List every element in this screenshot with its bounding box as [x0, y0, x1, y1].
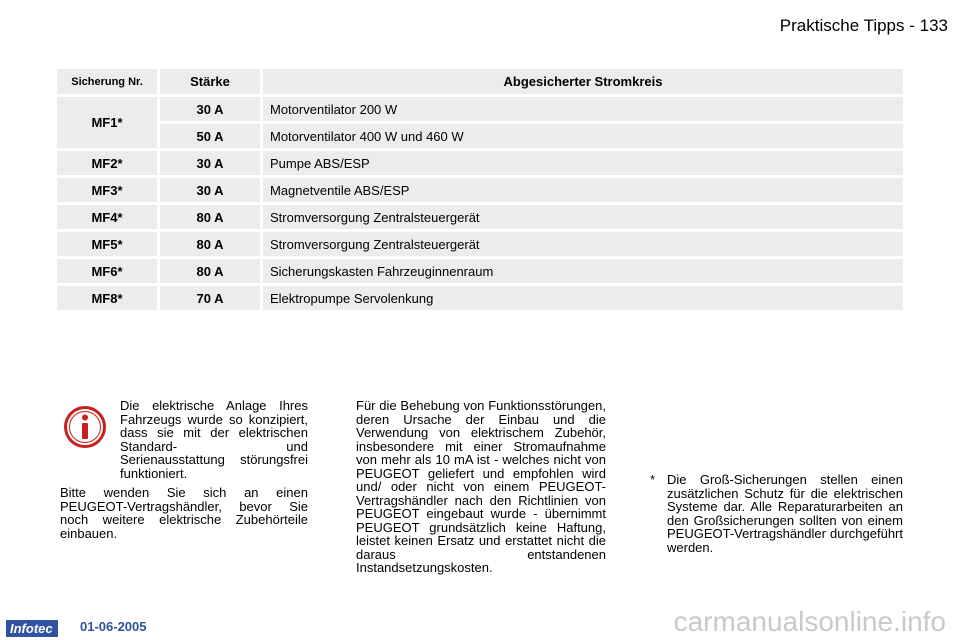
fuse-circuit: Magnetventile ABS/ESP: [263, 178, 903, 202]
fuse-id: MF2*: [57, 151, 157, 175]
fuse-id: MF1*: [57, 97, 157, 148]
info-paragraph: Bitte wenden Sie sich an einen PEUGEOT-Vertragshändler, bevor Sie noch weitere elektrische Zubehörteile einbauen.: [60, 485, 308, 541]
infotec-logo: Infotec: [6, 620, 58, 637]
fuse-id: MF5*: [57, 232, 157, 256]
table-row: [57, 97, 903, 148]
fuse-circuit: Stromversorgung Zentralsteuergerät: [263, 232, 903, 256]
fuse-table: [57, 69, 903, 313]
fuse-circuit: Pumpe ABS/ESP: [263, 151, 903, 175]
fuse-id: MF3*: [57, 178, 157, 202]
table-header-row: [57, 69, 903, 94]
fuse-circuit: Elektropumpe Servolenkung: [263, 286, 903, 310]
footnote: [650, 473, 903, 554]
footnote-text: Die Groß-Sicherungen stellen einen zusätzlichen Schutz für die elektrischen Systeme dar. Alle Reparaturarbeiten an den Großsicherungen sollten von einem PEUGEOT-Vertragshändler durchgeführt werden.: [667, 472, 903, 555]
fuse-amperage: 80 A: [160, 205, 260, 229]
fuse-id: MF6*: [57, 259, 157, 283]
liability-paragraph: Für die Behebung von Funktionsstörungen, deren Ursache der Einbau und die Verwendung von elektrischem Zubehör, insbesondere mit einer Stromaufnahme von mehr als 10 mA ist - welches nicht von PEUGEOT geliefert und empfohlen wird und/ oder nicht von einem PEUGEOT-Vertragshändler nach den Richtlinien von PEUGEOT eingebaut wurde - übernimmt PEUGEOT grundsätzlich keine Haftung, leistet keinen Ersatz und erstattet nicht die daraus entstandenen Instandsetzungskosten.: [356, 398, 606, 575]
info-paragraph: Die elektrische Anlage Ihres Fahrzeugs wurde so konzipiert, dass sie mit der elektrischen Standard- und Serienausstattung störungsfrei funktioniert.: [120, 398, 308, 481]
footer-date: 01-06-2005: [80, 619, 147, 634]
fuse-circuit: Motorventilator 400 W und 460 W: [263, 124, 903, 148]
fuse-id: MF8*: [57, 286, 157, 310]
footnote-marker: *: [650, 472, 656, 487]
table-row: [57, 178, 903, 202]
fuse-amperage: 50 A: [160, 124, 260, 148]
info-note: [60, 399, 308, 540]
fuse-id: MF4*: [57, 205, 157, 229]
fuse-amperage: 70 A: [160, 286, 260, 310]
watermark: carmanualsonline.info: [673, 606, 946, 637]
fuse-amperage: 30 A: [160, 151, 260, 175]
table-row: [57, 205, 903, 229]
table-row: [57, 151, 903, 175]
table-row: [57, 232, 903, 256]
fuse-amperage: 80 A: [160, 232, 260, 256]
fuse-amperage: 30 A: [160, 178, 260, 202]
fuse-amperage: 30 A: [160, 97, 260, 121]
column-header-circuit: Abgesicherter Stromkreis: [263, 69, 903, 94]
column-header-amperage: Stärke: [160, 69, 260, 94]
column-header-fuse: Sicherung Nr.: [57, 69, 157, 94]
page-title: Praktische Tipps - 133: [779, 16, 948, 35]
fuse-circuit: Motorventilator 200 W: [263, 97, 903, 121]
table-row: [57, 286, 903, 310]
fuse-amperage: 80 A: [160, 259, 260, 283]
fuse-circuit: Stromversorgung Zentralsteuergerät: [263, 205, 903, 229]
fuse-circuit: Sicherungskasten Fahrzeuginnenraum: [263, 259, 903, 283]
table-row: [57, 259, 903, 283]
